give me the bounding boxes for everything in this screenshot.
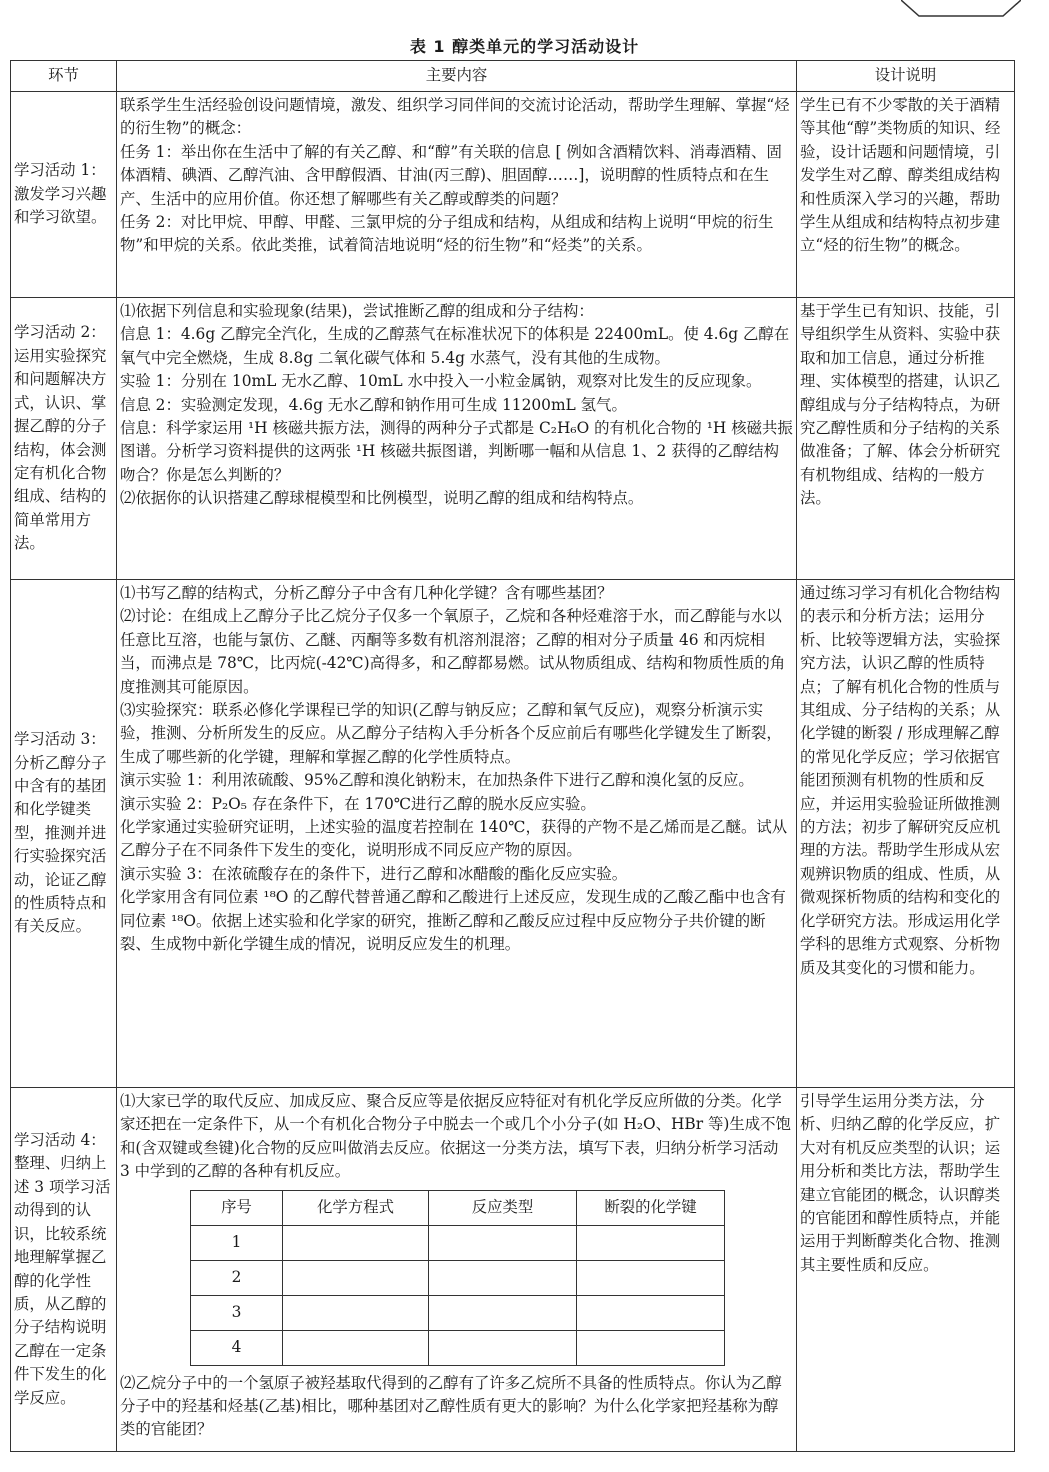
content-line: 信息：科学家运用 ¹H 核磁共振方法，测得的两种分子式都是 C₂H₆O 的有机化合物的 ¹H 核磁共振图谱。分析学习资料提供的这两张 ¹H 核磁共振图谱，判断哪一幅和从信息 1、2 获得的乙醇结构吻合？你是怎么判断的？ — [120, 419, 793, 484]
stage-cell: 学习活动 4：整理、归纳上述 3 项学习活动得到的认识，比较系统地理解掌握乙醇的化学性质，从乙醇的分子结构说明乙醇在一定条件下发生的化学反应。 — [11, 1088, 117, 1452]
content-line: ⑴依据下列信息和实验现象(结果)，尝试推断乙醇的组成和分子结构： — [120, 302, 594, 320]
subtable-cell[interactable] — [577, 1295, 725, 1330]
table-row — [11, 580, 1015, 1088]
header-content: 主要内容 — [117, 61, 797, 92]
table-title: 表 1 醇类单元的学习活动设计 — [409, 37, 640, 56]
note-cell: 通过练习学习有机化合物结构的表示和分析方法；运用分析、比较等逻辑方法，实验探究方法，认识乙醇的性质特点；了解有机化合物的性质与其组成、分子结构的关系；从化学键的断裂 / 形成理解乙醇的常见化学反应；学习依据官能团预测有机物的性质和反应，并运用实验验证所做推测的方法；初步了解研究反应机理的方法。帮助学生形成从宏观辨识物质的组成、性质，从微观探析物质的结构和变化的化学研究方法。形成运用化学学科的思维方式观察、分析物质及其变化的习惯和能力。 — [797, 580, 1015, 1088]
content-line: 信息 2：实验测定发现，4.6g 无水乙醇和钠作用可生成 11200mL 氢气。 — [120, 395, 627, 414]
header-stage: 环节 — [11, 61, 117, 92]
content-line: 任务 2：对比甲烷、甲醇、甲醛、三氯甲烷的分子组成和结构，从组成和结构上说明“甲烷的衍生物”和甲烷的关系。依此类推，试着简洁地说明“烃的衍生物”和“烃类”的关系。 — [120, 213, 774, 255]
stage-cell: 学习活动 3：分析乙醇分子中含有的基团和化学键类型，推测并进行实验探究活动，论证乙醇的性质特点和有关反应。 — [11, 580, 117, 1088]
subtable-row — [191, 1330, 725, 1365]
subtable-row — [191, 1295, 725, 1330]
activity-design-table — [10, 60, 1015, 1452]
subtable-cell[interactable] — [429, 1295, 577, 1330]
subtable-cell[interactable] — [283, 1330, 429, 1365]
content-line: 实验 1：分别在 10mL 无水乙醇、10mL 水中投入一小粒金属钠，观察对比发生的反应现象。 — [120, 372, 762, 391]
table-row — [11, 1088, 1015, 1452]
content-line: ⑴书写乙醇的结构式，分析乙醇分子中含有几种化学键？含有哪些基团？ — [120, 584, 613, 602]
content-line: 演示实验 2：P₂O₅ 存在条件下，在 170℃进行乙醇的脱水反应实验。 — [120, 794, 596, 813]
content-line: 联系学生生活经验创设问题情境，激发、组织学习同伴间的交流讨论活动，帮助学生理解、掌握“烃的衍生物”的概念： — [120, 96, 790, 138]
subtable-index: 2 — [191, 1260, 283, 1295]
subtable-index: 1 — [191, 1225, 283, 1260]
subtable-cell[interactable] — [577, 1225, 725, 1260]
note-cell: 引导学生运用分类方法，分析、归纳乙醇的化学反应，扩大对有机反应类型的认识；运用分析和类比方法，帮助学生建立官能团的概念，认识醇类的官能团和醇性质特点，并能运用于判断醇类化合物、推测其主要性质和反应。 — [797, 1088, 1015, 1452]
content-line: 化学家通过实验研究证明，上述实验的温度若控制在 140℃，获得的产物不是乙烯而是乙醚。试从乙醇分子在不同条件下发生的变化，说明形成不同反应产物的原因。 — [120, 818, 788, 860]
subtable-header: 断裂的化学键 — [577, 1190, 725, 1225]
content-line: ⑵乙烷分子中的一个氢原子被羟基取代得到的乙醇有了许多乙烷所不具备的性质特点。你认为乙醇分子中的羟基和烃基(乙基)相比，哪种基团对乙醇性质有更大的影响？为什么化学家把羟基称为醇类的官能团？ — [120, 1373, 782, 1439]
subtable-index: 3 — [191, 1295, 283, 1330]
content-cell — [117, 92, 797, 298]
content-line: ⑶实验探究：联系必修化学课程已学的知识(乙醇与钠反应；乙醇和氧气反应)，观察分析演示实验，推测、分析所发生的反应。从乙醇分子结构入手分析各个反应前后有哪些化学键发生了断裂，生成了哪些新的化学键，理解和掌握乙醇的化学性质特点。 — [120, 701, 782, 766]
page-corner-decoration — [901, 0, 1021, 18]
content-cell — [117, 580, 797, 1088]
subtable-cell[interactable] — [577, 1330, 725, 1365]
note-cell: 学生已有不少零散的关于酒精等其他“醇”类物质的知识、经验，设计话题和问题情境，引发学生对乙醇、醇类组成结构和性质深入学习的兴趣，帮助学生从组成和结构特点初步建立“烃的衍生物”的概念。 — [797, 92, 1015, 298]
table-header-row — [11, 61, 1015, 92]
table-row — [11, 298, 1015, 580]
subtable-cell[interactable] — [283, 1295, 429, 1330]
subtable-header: 序号 — [191, 1190, 283, 1225]
subtable-row — [191, 1225, 725, 1260]
subtable-cell[interactable] — [283, 1225, 429, 1260]
content-cell — [117, 298, 797, 580]
subtable-cell[interactable] — [429, 1330, 577, 1365]
subtable-cell[interactable] — [429, 1260, 577, 1295]
content-line: ⑵依据你的认识搭建乙醇球棍模型和比例模型，说明乙醇的组成和结构特点。 — [120, 489, 644, 508]
subtable-header: 反应类型 — [429, 1190, 577, 1225]
subtable-cell[interactable] — [577, 1260, 725, 1295]
content-line: 任务 1：举出你在生活中了解的有关乙醇、和“醇”有关联的信息 [ 例如含酒精饮料、消毒酒精、固体酒精、碘酒、乙醇汽油、含甲醇假酒、甘油(丙三醇)、胆固醇……]，说明醇的性质特点和在生产、生活中的应用价值。你还想了解哪些有关乙醇或醇类的问题？ — [120, 142, 782, 208]
stage-cell: 学习活动 2：运用实验探究和问题解决方式，认识、掌握乙醇的分子结构，体会测定有机化合物组成、结构的简单常用方法。 — [11, 298, 117, 580]
subtable-cell[interactable] — [429, 1225, 577, 1260]
subtable-cell[interactable] — [283, 1260, 429, 1295]
content-line: 演示实验 1：利用浓硫酸、95%乙醇和溴化钠粉末，在加热条件下进行乙醇和溴化氢的反应。 — [120, 771, 754, 790]
table-row — [11, 92, 1015, 298]
subtable-header: 化学方程式 — [283, 1190, 429, 1225]
content-cell — [117, 1088, 797, 1452]
stage-cell: 学习活动 1：激发学习兴趣和学习欲望。 — [11, 92, 117, 298]
subtable-index: 4 — [191, 1330, 283, 1365]
subtable-row — [191, 1260, 725, 1295]
content-line: ⑴大家已学的取代反应、加成反应、聚合反应等是依据反应特征对有机化学反应所做的分类。化学家还把在一定条件下，从一个有机化合物分子中脱去一个或几个小分子(如 H₂O、HBr 等)生成不饱和(含双键或叁键)化合物的反应叫做消去反应。依据这一分类方法，填写下表，归纳分析学习活动 3 中学到的乙醇的各种有机反应。 — [120, 1092, 791, 1181]
reaction-summary-table — [190, 1190, 725, 1366]
content-line: 演示实验 3：在浓硫酸存在的条件下，进行乙醇和冰醋酸的酯化反应实验。 — [120, 864, 628, 883]
content-line: ⑵讨论：在组成上乙醇分子比乙烷分子仅多一个氧原子，乙烷和各种烃难溶于水，而乙醇能与水以任意比互溶，也能与氯仿、乙醚、丙酮等多数有机溶剂混溶；乙醇的相对分子质量 46 和丙烷相当，而沸点是 78℃，比丙烷(-42℃)高得多，和乙醇都易燃。试从物质组成、结构和物质性质的角度推测其可能原因。 — [120, 607, 786, 696]
content-line: 化学家用含有同位素 ¹⁸O 的乙醇代替普通乙醇和乙酸进行上述反应，发现生成的乙酸乙酯中也含有同位素 ¹⁸O。依据上述实验和化学家的研究，推断乙醇和乙酸反应过程中反应物分子共价键的断裂、生成物中新化学键生成的情况，说明反应发生的机理。 — [120, 888, 786, 954]
subtable-header-row — [191, 1190, 725, 1225]
note-cell: 基于学生已有知识、技能，引导组织学生从资料、实验中获取和加工信息，通过分析推理、实体模型的搭建，认识乙醇组成与分子结构特点，为研究乙醇性质和分子结构的关系做准备；了解、体会分析研究有机物组成、结构的一般方法。 — [797, 298, 1015, 580]
content-line: 信息 1：4.6g 乙醇完全汽化，生成的乙醇蒸气在标准状况下的体积是 22400mL。使 4.6g 乙醇在氧气中完全燃烧，生成 8.8g 二氧化碳气体和 5.4g 水蒸气，没有其他的生成物。 — [120, 325, 790, 367]
header-note: 设计说明 — [797, 61, 1015, 92]
